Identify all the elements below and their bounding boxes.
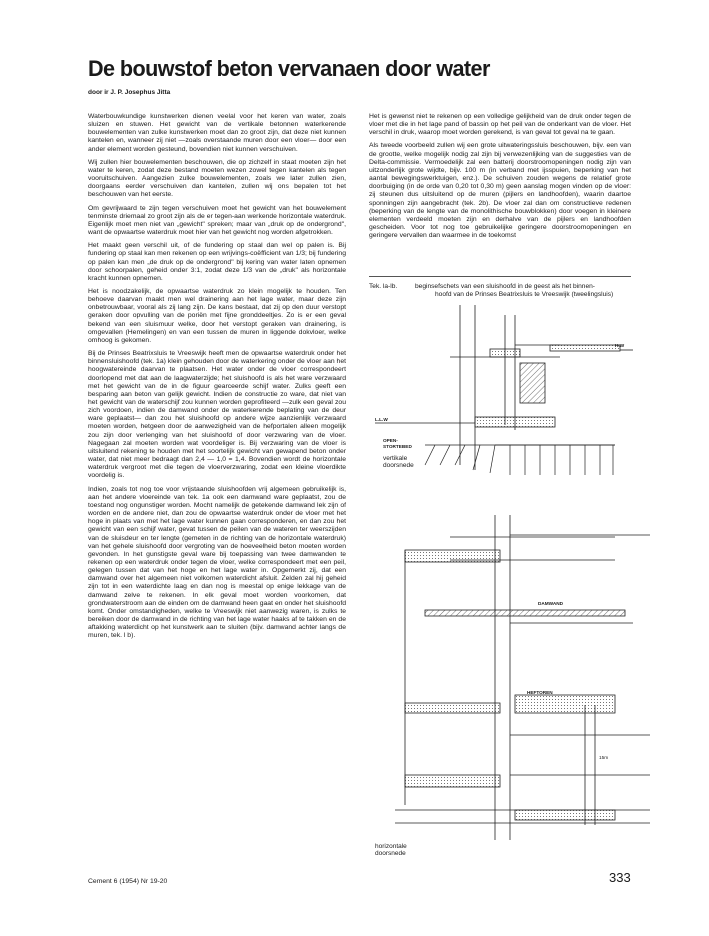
paragraph: Het maakt geen verschil uit, of de fundering op staal dan wel op palen is. Bij fundering op staal kan men rekenen op een wrijvings-coëfficient van 1/3; bij fundering op palen kan men „de druk op de ondergrond" bij kering van water laten opnemen door schoorpalen, geheid onder 3:1, zodat deze 1/3 van de „druk" als horizontale kracht kunnen opnemen. — [88, 242, 346, 282]
right-column — [369, 113, 631, 245]
paragraph: Als tweede voorbeeld zullen wij een grote uitwateringssluis beschouwen, bijv. een van de grootte, welke mogelijk nodig zal zijn bij verwezenlijking van de suggesties van de Delta-commissie. Vermoedelijk zal een batterij doorstroomopeningen nodig zijn van uitzonderlijk grote wijdte, bijv. 100 m (in verband met ijsspuien, beperking van het aantal bewegingswerktuigen, enz.). De schuiven zouden wegens de relatief grote doorbuiging (in de orde van 0,20 tot 0,30 m) geen aanslag mogen vinden op de vloer: zij steunen dus uitsluitend op de muren (pijlers en landhoofden), waarin daartoe sponningen zijn aangebracht (tek. 2b). De vloer zal dan om constructieve redenen (beperking van de lengte van de monolithische bouwblokken) door voegen in kleinere elementen verdeeld moeten zijn en derhalve van de pijlers en landhoofden gescheiden. Voor tot nog toe gebruikelijke geringere doorstroomopeningen en geringere vervallen dan waarmee in de toekomst — [369, 142, 631, 240]
vertical-section — [375, 305, 633, 475]
label-open: OPEN- — [383, 438, 398, 443]
left-column — [88, 113, 346, 646]
caption-text-1: beginsefschets van een sluishoofd in de geest als het binnen- — [415, 283, 595, 290]
label-horizontal-1: horizontale — [375, 843, 407, 850]
divider — [369, 276, 631, 277]
paragraph: Het is noodzakelijk, de opwaartse waterdruk zo klein mogelijk te houden. Ten behoeve daarvan maakt men wel drainering aan het lage water, maar deze zijn onbetrouwbaar, vooral als zij lang zijn. De kans bestaat, dat zij op den duur verstopt geraken door opvulling van de poriën met fijne gronddeeltjes. Zo is er een geval bekend van een sluismuur welke, door het verstopt geraken van drainering, is omgevallen (Hemelingen) en van een tussen de muren in liggende dokvloer, welke omhoog is gekomen. — [88, 287, 346, 344]
article-title: De bouwstof beton vervanaen door water — [88, 56, 490, 81]
paragraph: Om gevrijwaard te zijn tegen verschuiven moet het gewicht van het bouwelement tenminste driemaal zo groot zijn als de er tegen-aan werkende horizontale waterdruk. Eigenlijk moet men niet van „gewicht" spreken; maar van „druk op de ondergrond", want de opwaartse waterdruk moet hier van het gewicht nog worden afgetrokken. — [88, 204, 346, 237]
horizontal-section — [395, 515, 650, 840]
caption-label: Tek. la-lb. — [369, 283, 398, 290]
paragraph: Het is gewenst niet te rekenen op een volledige gelijkheid van de druk onder tegen de vloer met die in het lage pand of bassin op het peil van de onderkant van de vloer. Het verschil in druk, waarop moet worden gerekend, is van geval tot geval na te gaan. — [369, 113, 631, 137]
label-dimension: 15m — [599, 755, 609, 760]
label-horizontal — [375, 843, 407, 857]
paragraph: Wij zullen hier bouwelementen beschouwen, die op zichzelf in staat moeten zijn het water te keren, zodat deze bestand moeten wezen zowel tegen kantelen als tegen vooruitschuiven. Aangezien zulke bouwelementen, zoals we later zullen zien, doorgaans eerder verschuiven dan kantelen, zullen wij ons bepalen tot het beschouwen van het eerste. — [88, 158, 346, 199]
page-footer: Cement 6 (1954) Nr 19-20 — [88, 878, 168, 885]
paragraph: Waterbouwkundige kunstwerken dienen veelal voor het keren van water, zoals sluizen en stuwen. Het gewicht van de vertikale betonnen waterkerende bouwelementen van zulke kunstwerken moet dan zo groot zijn, dat deze niet kunnen kantelen en, wanneer zij niet —zoals overstaande muren door een vloer— door een ander element worden gesteund, bovendien niet kunnen verschuiven. — [88, 113, 346, 153]
label-damwand: DAMWAND — [538, 601, 563, 606]
article-author: door ir J. P. Josephus Jitta — [88, 89, 171, 96]
label-vertical — [383, 455, 414, 469]
label-steenbed: STORTEBED — [383, 444, 412, 449]
label-horizontal-2: doorsnede — [375, 850, 406, 857]
paragraph: Indien, zoals tot nog toe voor vrijstaande sluishoofden vrij algemeen gebruikelijk is, aan het andere vloereinde van tek. 1a ook een damwand ware geplaatst, zou de toestand nog ongunstiger worden. Mocht namelijk de getekende damwand lek zijn of worden en de andere niet, dan zou de opwaartse waterdruk onder de vloer met het hoge in plaats van met het lage water kunnen gaan corresponderen, en dan zou het gewicht van een schijf water, gevat tussen de peilen van de wateren ter weerszijden van de sluisdeur en ter lengte (gemeten in de richting van de horizontale waterdruk) van het gehele sluishoofd door vergroting van de hoeveelheid beton moeten worden gevonden. In het gunstigste geval ware bij toepassing van twee damwanden te rekenen op een waterdruk onder tegen de vloer, welke correspondeert met een peil, gelegen tussen dat van het hoge en het lage water in. Opgemerkt zij, dat een damwand over het algemeen niet volkomen waterdicht afsluit. Zelden zal hij geheid zijn tot in een waterdichte laag en dan nog is meestal op enige lekkage van de damwand zelve te rekenen. In elk geval moet worden voorkomen, dat grondwaterstroom aan de einden om de damwand heen gaat en onder het sluishoofd komt. Onder omstandigheden, welke te Vreeswijk niet aanwezig waren, is zulks te bereiken door de damwand in de richting van het lage water haaks af te takken en de aftakking waterdicht op het kunstwerk aan te sluiten (bijv. damwand achter langs de muren, tek. l b). — [88, 485, 346, 640]
figure-caption — [369, 283, 631, 298]
label-vertical-1: vertikale — [383, 455, 408, 462]
label-llw: L.L.W — [375, 417, 388, 422]
paragraph: Bij de Prinses Beatrixsluis te Vreeswijk heeft men de opwaartse waterdruk onder het binnensluishoofd (tek. 1a) klein gehouden door de waterkering onder de vloer aan het hoogwatereinde daarvan te plaatsen. Het water onder de vloer correspondeert doorlopend met dat aan de laagwaterzijde; het sluishoofd is als het ware verzwaard met het gewicht van de in de figuur gearceerde schijf water. Zulks geeft een besparing aan beton van gelijk gewicht. Indien de constructie zo ware, dat niet van het gewicht van de waterschijf zou kunnen worden geprofiteerd —zulk een geval zou zich voordoen, indien de damwand onder de waterkerende beplating van de deur ware geplaatst— dan zou het sluishoofd op andere wijze aanzienlijk verzwaard moeten worden, hetgeen door de aanwezigheid van de hefportalen alleen mogelijk zou zijn door verlenging van het sluishoofd of door verzwaring van de vloer. Nagegaan zal moeten worden wat voordeliger is. Bij verzwaring van de vloer is uitsluitend rekening te houden met het soortelijk gewicht van gewapend beton onder water, dat niet meer bedraagt dan 2,4 — 1,0 = 1,4. Bovendien wordt de horizontale waterdruk vergroot met die tegen de vloerverzwaring, zodat een kleine vloerdikte voordelig is. — [88, 350, 346, 480]
drawing-svg — [365, 305, 650, 865]
caption-text-2: hoofd van de Prinses Beatrixsluis te Vreeswijk (tweelingsluis) — [435, 290, 614, 298]
label-heftoren: HEFTOREN — [527, 690, 553, 695]
label-vertical-2: doorsnede — [383, 462, 414, 469]
label-hw: H.W — [615, 343, 625, 348]
page-number: 333 — [609, 870, 631, 885]
technical-drawing — [365, 305, 650, 865]
